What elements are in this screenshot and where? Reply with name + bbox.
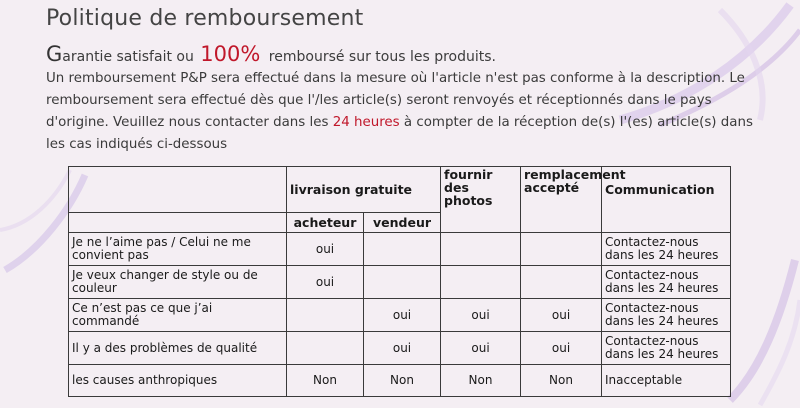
table-row — [69, 299, 731, 332]
row-label: Je ne l’aime pas / Celui ne me convient pas — [69, 233, 287, 266]
tagline-percent: 100% — [200, 42, 261, 66]
description-part2: à compter de la réception de(s) l'(es) article(s) dans les cas indiqués ci-dessous — [46, 115, 753, 152]
cell-communication: Contactez-nous dans les 24 heures — [602, 233, 731, 266]
cell-photos: Non — [441, 365, 521, 397]
cell-communication: Contactez-nous dans les 24 heures — [602, 332, 731, 365]
guarantee-tagline — [46, 42, 496, 66]
header-communication: Communication — [602, 167, 731, 233]
cell-photos — [441, 266, 521, 299]
table-row — [69, 266, 731, 299]
cell-seller: Non — [364, 365, 441, 397]
table-row — [69, 233, 731, 266]
header-seller: vendeur — [364, 213, 441, 233]
table-row — [69, 365, 731, 397]
subheader-blank — [69, 213, 287, 233]
cell-photos — [441, 233, 521, 266]
cell-buyer: oui — [287, 266, 364, 299]
decorative-swirl-bottom-right — [720, 250, 800, 408]
tagline-before: arantie satisfait ou — [62, 49, 194, 65]
tagline-after: remboursé sur tous les produits. — [268, 49, 497, 65]
cell-buyer: oui — [287, 233, 364, 266]
cell-photos: oui — [441, 299, 521, 332]
refund-description — [46, 68, 758, 156]
header-replacement: remplacement accepté — [521, 167, 602, 233]
cell-buyer — [287, 332, 364, 365]
cell-seller — [364, 233, 441, 266]
cell-replacement: oui — [521, 299, 602, 332]
header-buyer: acheteur — [287, 213, 364, 233]
table-row — [69, 332, 731, 365]
page-title: Politique de remboursement — [46, 6, 364, 31]
cell-seller — [364, 266, 441, 299]
row-label: Je veux changer de style ou de couleur — [69, 266, 287, 299]
cell-communication: Contactez-nous dans les 24 heures — [602, 266, 731, 299]
cell-communication: Contactez-nous dans les 24 heures — [602, 299, 731, 332]
cell-buyer — [287, 299, 364, 332]
cell-replacement: Non — [521, 365, 602, 397]
refund-table — [68, 166, 731, 397]
table-header-row — [69, 167, 731, 213]
row-label: Il y a des problèmes de qualité — [69, 332, 287, 365]
header-photos: fournir des photos — [441, 167, 521, 233]
cell-replacement: oui — [521, 332, 602, 365]
row-label: Ce n’est pas ce que j’ai commandé — [69, 299, 287, 332]
cell-buyer: Non — [287, 365, 364, 397]
cell-replacement — [521, 233, 602, 266]
row-label: les causes anthropiques — [69, 365, 287, 397]
cell-communication: Inacceptable — [602, 365, 731, 397]
cell-seller: oui — [364, 299, 441, 332]
tagline-initial: G — [46, 42, 63, 66]
cell-photos: oui — [441, 332, 521, 365]
cell-seller: oui — [364, 332, 441, 365]
description-highlight: 24 heures — [332, 115, 400, 130]
table-corner — [69, 167, 287, 213]
cell-replacement — [521, 266, 602, 299]
header-free-delivery: livraison gratuite — [287, 167, 441, 213]
description-part1: Un remboursement P&P sera effectué dans la mesure où l'article n'est pas conforme à la description. Le remboursement sera effectué dès que l'/les article(s) seront renvoyés et réceptionnés dans le pays d'origine. Veuillez nous contacter dans les — [46, 71, 745, 130]
